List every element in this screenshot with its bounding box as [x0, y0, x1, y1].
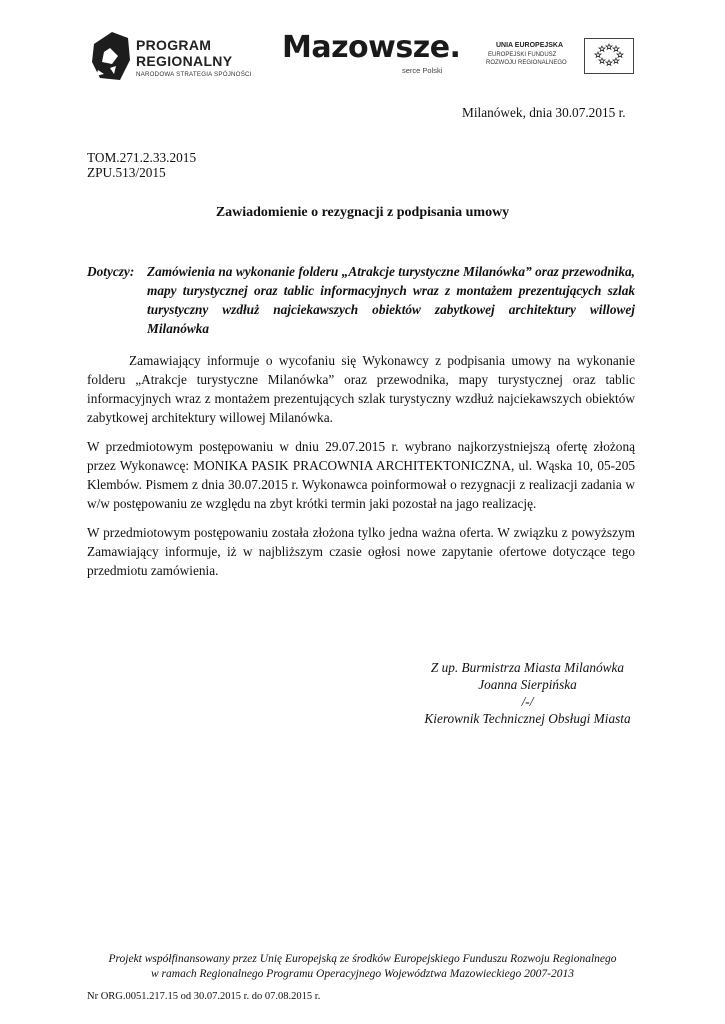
eu-logo: [486, 38, 634, 78]
eu-flag-icon: [584, 38, 634, 74]
program-regionalny-line3: NARODOWA STRATEGIA SPÓJNOŚCI: [136, 71, 252, 78]
signature-position: Kierownik Technicznej Obsługi Miasta: [424, 711, 631, 726]
mazowsze-logo: [282, 30, 462, 76]
eu-line3: ROZWOJU REGIONALNEGO: [486, 60, 567, 66]
mazowsze-tagline: serce Polski: [402, 66, 443, 75]
paragraph-3: W przedmiotowym postępowaniu została złożona tylko jedna ważna oferta. W związku z powyższym Zamawiający informuje, iż w najbliższym czasie ogłosi nowe zapytanie ofertowe dotyczące tego przedmiotu zamówienia.: [87, 525, 635, 578]
paragraph-2: W przedmiotowym postępowaniu w dniu 29.07.2015 r. wybrano najkorzystniejszą ofertę złożoną przez Wykonawcę: MONIKA PASIK PRACOWNIA ARCHITEKTONICZNA, ul. Wąska 10, 05-205 Klembów. Pismem z dnia 30.07.2015 r. Wykonawca poinformował o rezygnacji z realizacji zadania w w/w postępowaniu ze względu na zbyt krótki termin jaki pozostał na jago realizację.: [87, 439, 635, 511]
footer-registry-number: Nr ORG.0051.217.15 od 30.07.2015 r. do 07.08.2015 r.: [87, 991, 321, 1002]
place-and-date: Milanówek, dnia 30.07.2015 r.: [462, 105, 626, 120]
document-title: Zawiadomienie o rezygnacji z podpisania umowy: [215, 205, 510, 220]
program-regionalny-emblem-icon: [90, 30, 132, 82]
signature-name: Joanna Sierpińska: [478, 677, 577, 692]
reference-number-1: TOM.271.2.33.2015: [87, 150, 197, 165]
subject-label: Dotyczy:: [87, 264, 135, 279]
program-regionalny-line2: REGIONALNY: [136, 53, 233, 69]
program-regionalny-logo: [90, 30, 265, 82]
paragraph-1: Zamawiający informuje o wycofaniu się Wykonawcy z podpisania umowy na wykonanie folderu „Atrakcje turystyczne Milanówka” oraz przewodnika, mapy turystycznej oraz tablic informacyjnych wraz z montażem prezentujących szlak turystyczny wzdłuż najciekawszych obiektów zabytkowej architektury willowej Milanówka.: [87, 353, 635, 425]
signature-mark: /-/: [521, 694, 534, 709]
reference-number-2: ZPU.513/2015: [87, 165, 166, 180]
footer-line-1: Projekt współfinansowany przez Unię Europejską ze środków Europejskiego Funduszu Rozwoju Regionalnego: [108, 953, 617, 965]
program-regionalny-line1: PROGRAM: [136, 37, 212, 53]
subject-text: Zamówienia na wykonanie folderu „Atrakcje turystyczne Milanówka” oraz przewodnika, mapy turystycznej oraz tablic informacyjnych wraz z montażem prezentujących szlak turystyczny wzdłuż najciekawszych obiektów zabytkowej architektury willowej Milanówka: [147, 264, 635, 336]
mazowsze-wordmark: Mazowsze.: [282, 30, 461, 65]
footer-line-2: w ramach Regionalnego Programu Operacyjnego Województwa Mazowieckiego 2007-2013: [151, 968, 574, 980]
signature-line-1: Z up. Burmistrza Miasta Milanówka: [430, 660, 625, 675]
eu-line2: EUROPEJSKI FUNDUSZ: [488, 52, 557, 58]
eu-line1: UNIA EUROPEJSKA: [496, 42, 564, 49]
